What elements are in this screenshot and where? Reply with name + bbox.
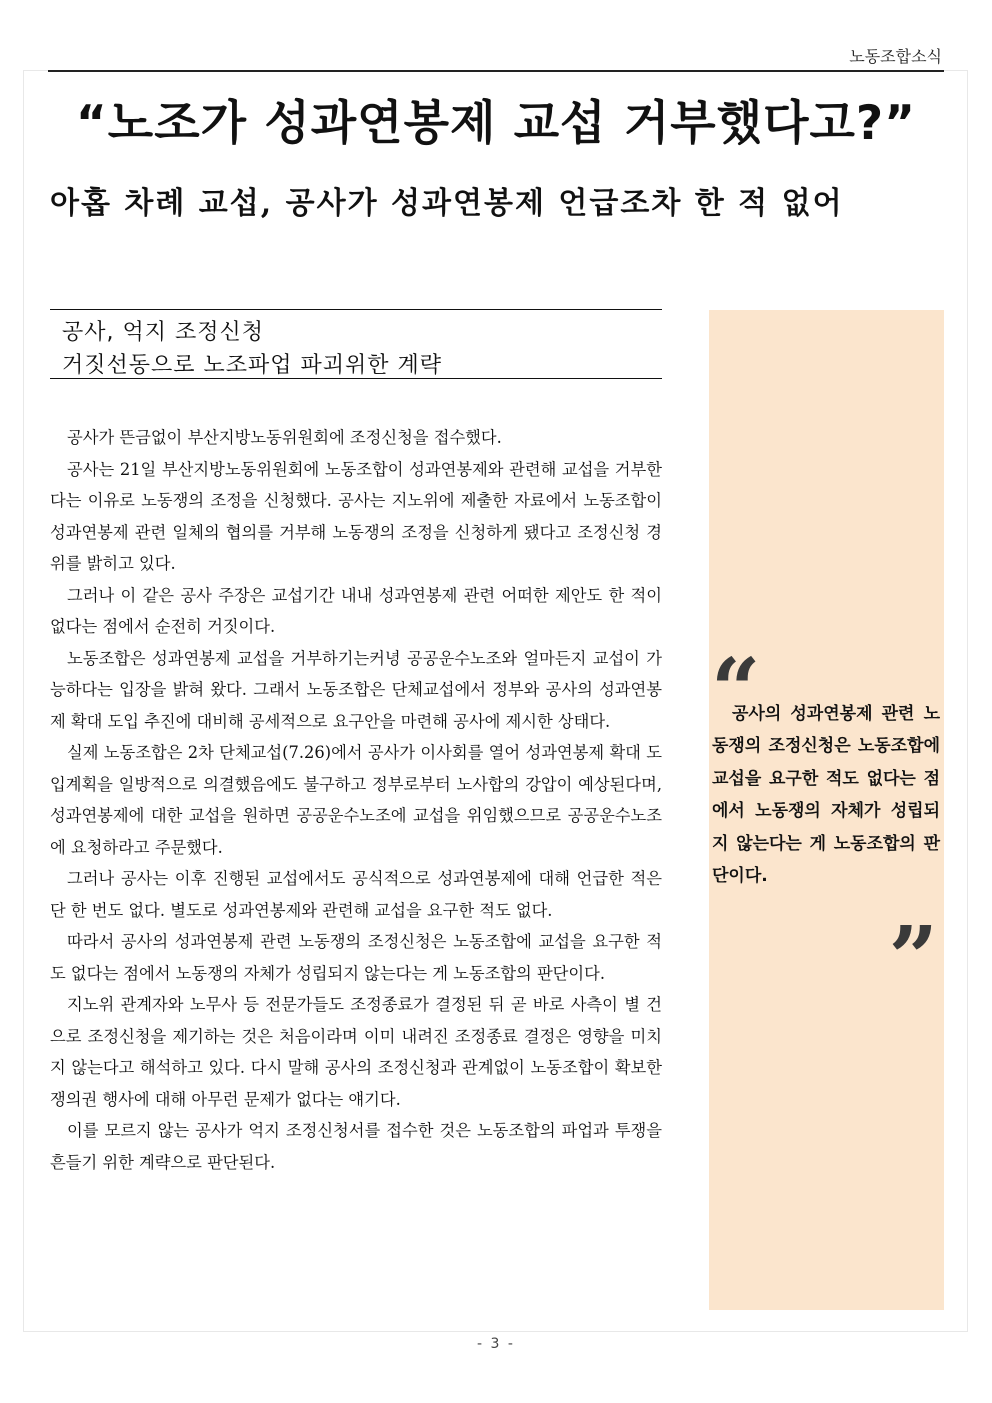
pull-quote-sidebar	[709, 310, 944, 1310]
paragraph: 지노위 관계자와 노무사 등 전문가들도 조정종료가 결정된 뒤 곧 바로 사측이 별 건으로 조정신청을 제기하는 것은 처음이라며 이미 내려진 조정종료 결정은 영향을 미치지 않는다고 해석하고 있다. 다시 말해 공사의 조정신청과 관계없이 노동조합이 확보한 쟁의권 행사에 대해 아무런 문제가 없다는 얘기다.	[50, 995, 662, 1109]
article-subtitle: 아홉 차례 교섭, 공사가 성과연봉제 언급조차 한 적 없어	[50, 186, 844, 221]
paragraph: 노동조합은 성과연봉제 교섭을 거부하기는커녕 공공운수노조와 얼마든지 교섭이 가능하다는 입장을 밝혀 왔다. 그래서 노동조합은 단체교섭에서 정부와 공사의 성과연봉제 확대 도입 추진에 대비해 공세적으로 요구안을 마련해 공사에 제시한 상태다.	[50, 648, 662, 731]
paragraph: 이를 모르지 않는 공사가 억지 조정신청서를 접수한 것은 노동조합의 파업과 투쟁을 흔들기 위한 계략으로 판단된다.	[50, 1121, 662, 1172]
pull-quote-text: 공사의 성과연봉제 관련 노동쟁의 조정신청은 노동조합에 교섭을 요구한 적도 없다는 점에서 노동쟁의 자체가 성립되지 않는다는 게 노동조합의 판단이다.	[712, 704, 940, 887]
paragraph: 공사가 뜬금없이 부산지방노동위원회에 조정신청을 접수했다.	[67, 428, 502, 447]
paragraph: 그러나 이 같은 공사 주장은 교섭기간 내내 성과연봉제 관련 어떠한 제안도 한 적이 없다는 점에서 순전히 거짓이다.	[50, 585, 662, 636]
page-number: - 3 -	[477, 1336, 515, 1352]
section-heading	[50, 309, 662, 379]
paragraph: 그러나 공사는 이후 진행된 교섭에서도 공식적으로 성과연봉제에 대해 언급한 적은 단 한 번도 없다. 별도로 성과연봉제와 관련해 교섭을 요구한 적도 없다.	[50, 869, 662, 920]
header-rule	[48, 70, 944, 72]
paragraph: 따라서 공사의 성과연봉제 관련 노동쟁의 조정신청은 노동조합에 교섭을 요구한 적도 없다는 점에서 노동쟁의 자체가 성립되지 않는다는 게 노동조합의 판단이다.	[50, 932, 662, 983]
article-title: “노조가 성과연봉제 교섭 거부했다고?”	[75, 96, 917, 151]
newsletter-section-label: 노동조합소식	[849, 47, 942, 66]
paragraph: 실제 노동조합은 2차 단체교섭(7.26)에서 공사가 이사회를 열어 성과연봉제 확대 도입계획을 일방적으로 의결했음에도 불구하고 정부로부터 노사합의 강압이 예상된다며, 성과연봉제에 대한 교섭을 원하면 공공운수노조에 교섭을 위임했으므로 공공운수노조에 요청하라고 주문했다.	[50, 743, 662, 857]
section-heading-line-1: 공사, 억지 조정신청	[62, 320, 264, 345]
open-quote-icon: “	[711, 640, 761, 741]
section-heading-line-2: 거짓선동으로 노조파업 파괴위한 계략	[62, 353, 443, 378]
article-body	[50, 422, 662, 1178]
close-quote-icon: ”	[888, 908, 938, 1009]
paragraph: 공사는 21일 부산지방노동위원회에 노동조합이 성과연봉제와 관련해 교섭을 거부한다는 이유로 노동쟁의 조정을 신청했다. 공사는 지노위에 제출한 자료에서 노동조합이 성과연봉제 관련 일체의 협의를 거부해 노동쟁의 조정을 신청하게 됐다고 조정신청 경위를 밝히고 있다.	[50, 459, 662, 573]
